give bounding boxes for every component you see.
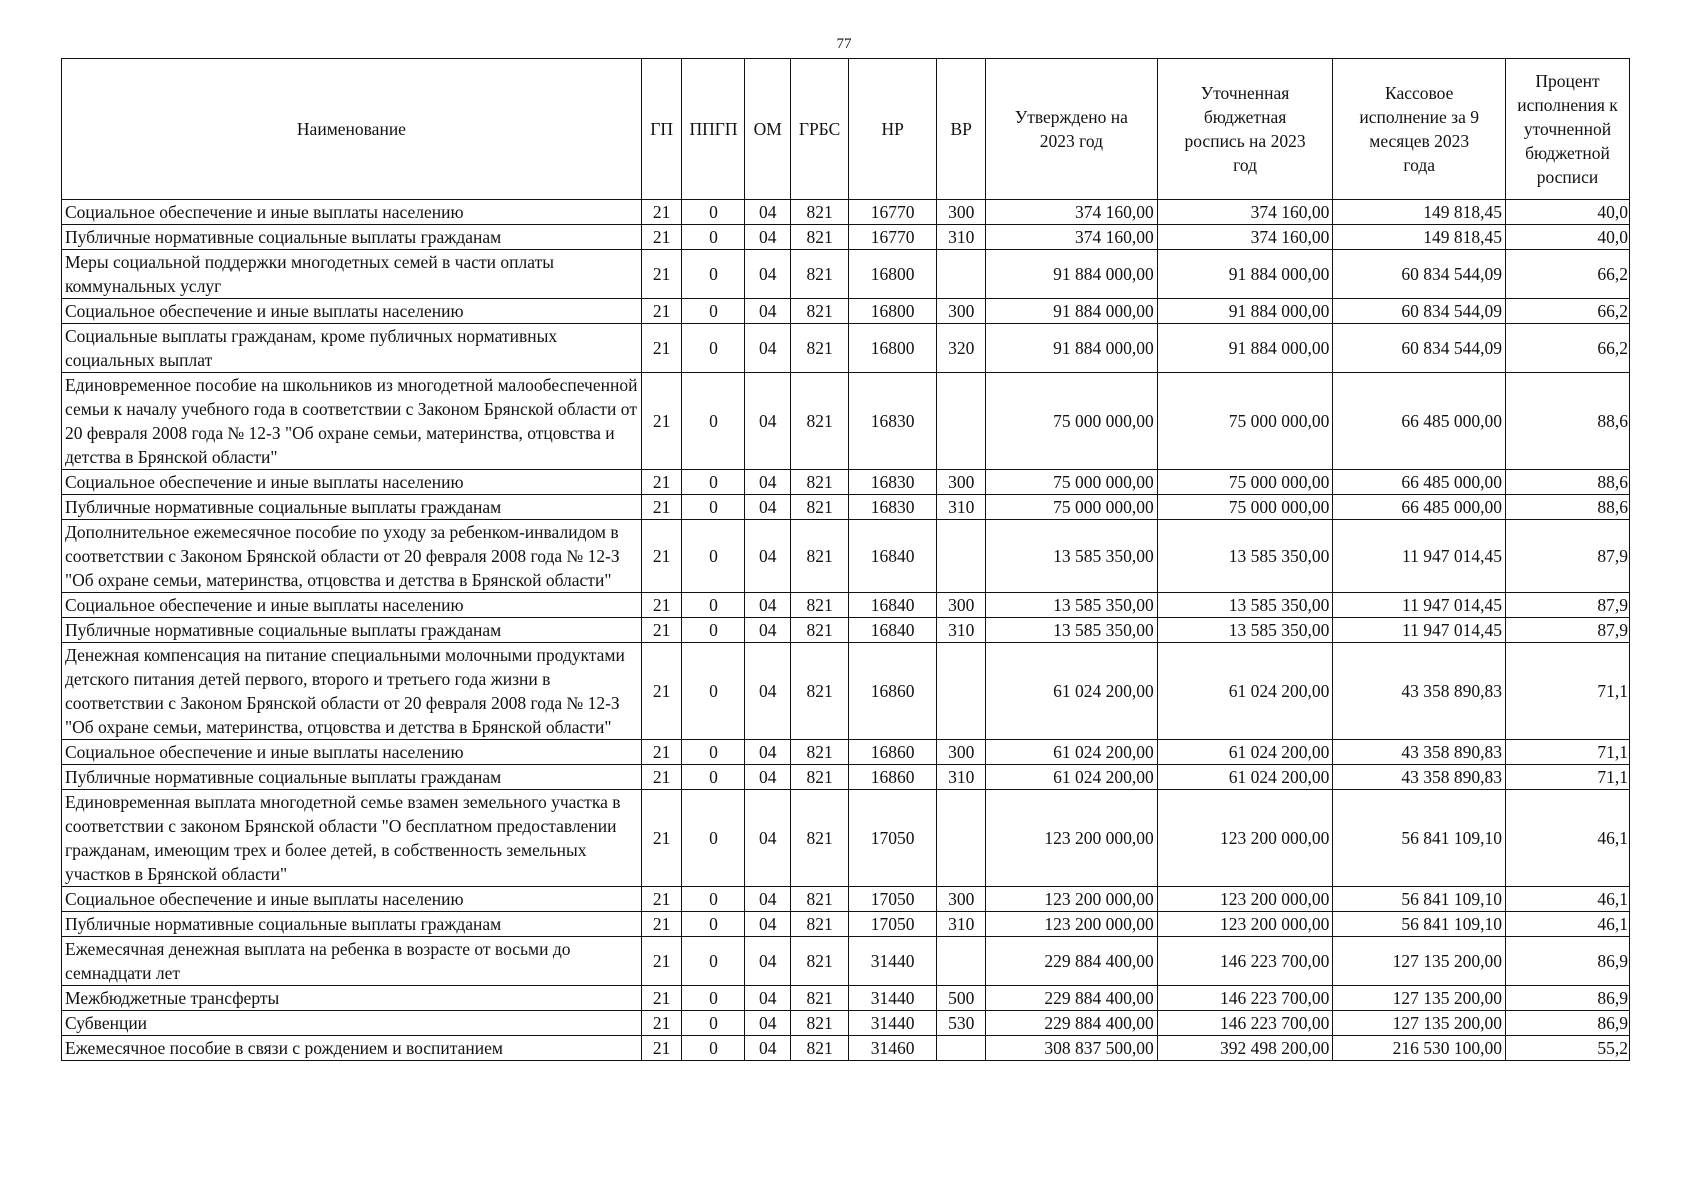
cell-gp: 21 bbox=[641, 1011, 682, 1036]
cell-name: Публичные нормативные социальные выплаты гражданам bbox=[62, 618, 642, 643]
cell-executed: 149 818,45 bbox=[1333, 200, 1506, 225]
header-name: Наименование bbox=[62, 59, 642, 200]
cell-gp: 21 bbox=[641, 1036, 682, 1061]
cell-executed: 60 834 544,09 bbox=[1333, 299, 1506, 324]
cell-name: Субвенции bbox=[62, 1011, 642, 1036]
cell-name: Социальное обеспечение и иные выплаты населению bbox=[62, 470, 642, 495]
cell-grbs: 821 bbox=[791, 200, 849, 225]
table-row bbox=[62, 765, 1630, 790]
cell-gp: 21 bbox=[641, 324, 682, 373]
cell-grbs: 821 bbox=[791, 937, 849, 986]
table-row bbox=[62, 470, 1630, 495]
cell-om: 04 bbox=[745, 250, 791, 299]
cell-om: 04 bbox=[745, 937, 791, 986]
cell-name: Ежемесячное пособие в связи с рождением и воспитанием bbox=[62, 1036, 642, 1061]
cell-ppgp: 0 bbox=[682, 200, 745, 225]
cell-refined: 374 160,00 bbox=[1157, 225, 1333, 250]
cell-gp: 21 bbox=[641, 299, 682, 324]
cell-om: 04 bbox=[745, 373, 791, 470]
cell-approved: 229 884 400,00 bbox=[986, 986, 1158, 1011]
cell-name: Межбюджетные трансферты bbox=[62, 986, 642, 1011]
header-grbs: ГРБС bbox=[791, 59, 849, 200]
cell-approved: 374 160,00 bbox=[986, 225, 1158, 250]
cell-percent: 46,1 bbox=[1506, 912, 1630, 937]
cell-nr: 31460 bbox=[849, 1036, 937, 1061]
cell-percent: 71,1 bbox=[1506, 740, 1630, 765]
cell-ppgp: 0 bbox=[682, 618, 745, 643]
cell-ppgp: 0 bbox=[682, 740, 745, 765]
cell-approved: 91 884 000,00 bbox=[986, 250, 1158, 299]
header-executed: Кассовое исполнение за 9 месяцев 2023 года bbox=[1333, 59, 1506, 200]
cell-nr: 16830 bbox=[849, 470, 937, 495]
cell-executed: 11 947 014,45 bbox=[1333, 520, 1506, 593]
cell-percent: 88,6 bbox=[1506, 495, 1630, 520]
cell-percent: 86,9 bbox=[1506, 1011, 1630, 1036]
cell-percent: 66,2 bbox=[1506, 250, 1630, 299]
cell-refined: 123 200 000,00 bbox=[1157, 790, 1333, 887]
cell-om: 04 bbox=[745, 299, 791, 324]
cell-approved: 308 837 500,00 bbox=[986, 1036, 1158, 1061]
cell-refined: 61 024 200,00 bbox=[1157, 740, 1333, 765]
cell-refined: 75 000 000,00 bbox=[1157, 495, 1333, 520]
cell-gp: 21 bbox=[641, 790, 682, 887]
cell-refined: 61 024 200,00 bbox=[1157, 765, 1333, 790]
table-row bbox=[62, 299, 1630, 324]
cell-vr: 300 bbox=[937, 887, 986, 912]
cell-percent: 66,2 bbox=[1506, 299, 1630, 324]
cell-gp: 21 bbox=[641, 593, 682, 618]
cell-om: 04 bbox=[745, 495, 791, 520]
cell-vr bbox=[937, 520, 986, 593]
cell-ppgp: 0 bbox=[682, 643, 745, 740]
cell-grbs: 821 bbox=[791, 618, 849, 643]
cell-name: Публичные нормативные социальные выплаты гражданам bbox=[62, 495, 642, 520]
cell-ppgp: 0 bbox=[682, 373, 745, 470]
cell-vr: 500 bbox=[937, 986, 986, 1011]
cell-percent: 46,1 bbox=[1506, 887, 1630, 912]
cell-percent: 46,1 bbox=[1506, 790, 1630, 887]
cell-ppgp: 0 bbox=[682, 225, 745, 250]
cell-approved: 374 160,00 bbox=[986, 200, 1158, 225]
cell-name: Публичные нормативные социальные выплаты гражданам bbox=[62, 765, 642, 790]
table-row bbox=[62, 986, 1630, 1011]
table-row bbox=[62, 200, 1630, 225]
cell-ppgp: 0 bbox=[682, 250, 745, 299]
cell-name: Единовременная выплата многодетной семье взамен земельного участка в соответствии с законом Брянской области "О бесплатном предоставлении гражданам, имеющим трех и более детей, в собственность земельных участков в Брянской области" bbox=[62, 790, 642, 887]
cell-executed: 60 834 544,09 bbox=[1333, 250, 1506, 299]
cell-om: 04 bbox=[745, 470, 791, 495]
cell-executed: 56 841 109,10 bbox=[1333, 790, 1506, 887]
header-row bbox=[62, 59, 1630, 200]
cell-name: Социальное обеспечение и иные выплаты населению bbox=[62, 299, 642, 324]
cell-refined: 13 585 350,00 bbox=[1157, 618, 1333, 643]
cell-executed: 66 485 000,00 bbox=[1333, 495, 1506, 520]
cell-grbs: 821 bbox=[791, 225, 849, 250]
cell-grbs: 821 bbox=[791, 765, 849, 790]
cell-approved: 123 200 000,00 bbox=[986, 887, 1158, 912]
cell-vr: 300 bbox=[937, 200, 986, 225]
cell-grbs: 821 bbox=[791, 1036, 849, 1061]
table-body bbox=[62, 200, 1630, 1061]
cell-executed: 11 947 014,45 bbox=[1333, 618, 1506, 643]
cell-name: Социальное обеспечение и иные выплаты населению bbox=[62, 887, 642, 912]
cell-executed: 66 485 000,00 bbox=[1333, 373, 1506, 470]
cell-nr: 17050 bbox=[849, 790, 937, 887]
cell-vr bbox=[937, 790, 986, 887]
cell-om: 04 bbox=[745, 618, 791, 643]
cell-gp: 21 bbox=[641, 225, 682, 250]
cell-nr: 16840 bbox=[849, 520, 937, 593]
cell-refined: 146 223 700,00 bbox=[1157, 1011, 1333, 1036]
cell-nr: 16800 bbox=[849, 250, 937, 299]
cell-executed: 43 358 890,83 bbox=[1333, 643, 1506, 740]
table-row bbox=[62, 740, 1630, 765]
cell-approved: 229 884 400,00 bbox=[986, 937, 1158, 986]
cell-om: 04 bbox=[745, 765, 791, 790]
cell-percent: 55,2 bbox=[1506, 1036, 1630, 1061]
cell-executed: 127 135 200,00 bbox=[1333, 986, 1506, 1011]
cell-om: 04 bbox=[745, 593, 791, 618]
cell-gp: 21 bbox=[641, 520, 682, 593]
cell-approved: 61 024 200,00 bbox=[986, 643, 1158, 740]
cell-grbs: 821 bbox=[791, 373, 849, 470]
cell-grbs: 821 bbox=[791, 593, 849, 618]
cell-gp: 21 bbox=[641, 373, 682, 470]
cell-grbs: 821 bbox=[791, 250, 849, 299]
cell-percent: 40,0 bbox=[1506, 225, 1630, 250]
cell-gp: 21 bbox=[641, 618, 682, 643]
cell-om: 04 bbox=[745, 200, 791, 225]
cell-om: 04 bbox=[745, 986, 791, 1011]
cell-nr: 17050 bbox=[849, 912, 937, 937]
cell-executed: 56 841 109,10 bbox=[1333, 887, 1506, 912]
cell-percent: 87,9 bbox=[1506, 618, 1630, 643]
cell-nr: 31440 bbox=[849, 1011, 937, 1036]
cell-grbs: 821 bbox=[791, 986, 849, 1011]
cell-grbs: 821 bbox=[791, 520, 849, 593]
cell-approved: 229 884 400,00 bbox=[986, 1011, 1158, 1036]
table-row bbox=[62, 887, 1630, 912]
table-row bbox=[62, 643, 1630, 740]
cell-percent: 66,2 bbox=[1506, 324, 1630, 373]
table-row bbox=[62, 324, 1630, 373]
header-refined: Уточненная бюджетная роспись на 2023 год bbox=[1157, 59, 1333, 200]
cell-vr: 310 bbox=[937, 912, 986, 937]
cell-gp: 21 bbox=[641, 912, 682, 937]
cell-nr: 31440 bbox=[849, 937, 937, 986]
header-ppgp: ППГП bbox=[682, 59, 745, 200]
cell-grbs: 821 bbox=[791, 1011, 849, 1036]
cell-nr: 17050 bbox=[849, 887, 937, 912]
cell-approved: 75 000 000,00 bbox=[986, 495, 1158, 520]
cell-vr: 310 bbox=[937, 618, 986, 643]
cell-nr: 16830 bbox=[849, 373, 937, 470]
cell-executed: 66 485 000,00 bbox=[1333, 470, 1506, 495]
cell-om: 04 bbox=[745, 520, 791, 593]
cell-name: Публичные нормативные социальные выплаты гражданам bbox=[62, 912, 642, 937]
cell-om: 04 bbox=[745, 1011, 791, 1036]
cell-approved: 91 884 000,00 bbox=[986, 324, 1158, 373]
table-row bbox=[62, 593, 1630, 618]
cell-executed: 43 358 890,83 bbox=[1333, 740, 1506, 765]
header-approved: Утверждено на 2023 год bbox=[986, 59, 1158, 200]
cell-percent: 88,6 bbox=[1506, 373, 1630, 470]
cell-om: 04 bbox=[745, 324, 791, 373]
cell-om: 04 bbox=[745, 225, 791, 250]
cell-refined: 75 000 000,00 bbox=[1157, 373, 1333, 470]
cell-grbs: 821 bbox=[791, 887, 849, 912]
table-row bbox=[62, 373, 1630, 470]
cell-gp: 21 bbox=[641, 740, 682, 765]
cell-approved: 75 000 000,00 bbox=[986, 373, 1158, 470]
cell-vr: 530 bbox=[937, 1011, 986, 1036]
table-row bbox=[62, 495, 1630, 520]
cell-refined: 123 200 000,00 bbox=[1157, 887, 1333, 912]
cell-vr: 310 bbox=[937, 495, 986, 520]
cell-name: Социальное обеспечение и иные выплаты населению bbox=[62, 740, 642, 765]
cell-name: Дополнительное ежемесячное пособие по уходу за ребенком-инвалидом в соответствии с Законом Брянской области от 20 февраля 2008 года № 12-З "Об охране семьи, материнства, отцовства и детства в Брянской области" bbox=[62, 520, 642, 593]
cell-gp: 21 bbox=[641, 495, 682, 520]
cell-om: 04 bbox=[745, 887, 791, 912]
cell-gp: 21 bbox=[641, 200, 682, 225]
cell-vr: 300 bbox=[937, 740, 986, 765]
cell-refined: 146 223 700,00 bbox=[1157, 986, 1333, 1011]
cell-approved: 13 585 350,00 bbox=[986, 593, 1158, 618]
table-row bbox=[62, 225, 1630, 250]
cell-name: Публичные нормативные социальные выплаты гражданам bbox=[62, 225, 642, 250]
table-row bbox=[62, 250, 1630, 299]
cell-executed: 43 358 890,83 bbox=[1333, 765, 1506, 790]
cell-approved: 61 024 200,00 bbox=[986, 740, 1158, 765]
cell-percent: 87,9 bbox=[1506, 520, 1630, 593]
cell-executed: 216 530 100,00 bbox=[1333, 1036, 1506, 1061]
cell-executed: 127 135 200,00 bbox=[1333, 1011, 1506, 1036]
page-number: 77 bbox=[836, 36, 852, 52]
cell-nr: 16770 bbox=[849, 200, 937, 225]
table-header bbox=[62, 59, 1630, 200]
table-row bbox=[62, 1011, 1630, 1036]
header-vr: ВР bbox=[937, 59, 986, 200]
cell-grbs: 821 bbox=[791, 299, 849, 324]
cell-nr: 31440 bbox=[849, 986, 937, 1011]
cell-vr: 300 bbox=[937, 593, 986, 618]
table-row bbox=[62, 790, 1630, 887]
cell-om: 04 bbox=[745, 643, 791, 740]
cell-refined: 75 000 000,00 bbox=[1157, 470, 1333, 495]
cell-grbs: 821 bbox=[791, 643, 849, 740]
cell-percent: 86,9 bbox=[1506, 986, 1630, 1011]
cell-refined: 392 498 200,00 bbox=[1157, 1036, 1333, 1061]
cell-gp: 21 bbox=[641, 643, 682, 740]
cell-refined: 61 024 200,00 bbox=[1157, 643, 1333, 740]
cell-nr: 16800 bbox=[849, 324, 937, 373]
cell-nr: 16840 bbox=[849, 593, 937, 618]
cell-grbs: 821 bbox=[791, 470, 849, 495]
cell-name: Социальное обеспечение и иные выплаты населению bbox=[62, 200, 642, 225]
cell-ppgp: 0 bbox=[682, 937, 745, 986]
cell-vr bbox=[937, 1036, 986, 1061]
header-gp: ГП bbox=[641, 59, 682, 200]
cell-percent: 71,1 bbox=[1506, 643, 1630, 740]
cell-executed: 56 841 109,10 bbox=[1333, 912, 1506, 937]
cell-refined: 91 884 000,00 bbox=[1157, 299, 1333, 324]
cell-approved: 13 585 350,00 bbox=[986, 618, 1158, 643]
cell-om: 04 bbox=[745, 740, 791, 765]
cell-name: Меры социальной поддержки многодетных семей в части оплаты коммунальных услуг bbox=[62, 250, 642, 299]
cell-ppgp: 0 bbox=[682, 520, 745, 593]
cell-gp: 21 bbox=[641, 986, 682, 1011]
cell-om: 04 bbox=[745, 790, 791, 887]
cell-grbs: 821 bbox=[791, 912, 849, 937]
cell-vr: 310 bbox=[937, 225, 986, 250]
cell-executed: 60 834 544,09 bbox=[1333, 324, 1506, 373]
cell-vr bbox=[937, 937, 986, 986]
cell-ppgp: 0 bbox=[682, 887, 745, 912]
cell-refined: 91 884 000,00 bbox=[1157, 250, 1333, 299]
cell-ppgp: 0 bbox=[682, 299, 745, 324]
cell-refined: 123 200 000,00 bbox=[1157, 912, 1333, 937]
cell-approved: 61 024 200,00 bbox=[986, 765, 1158, 790]
cell-grbs: 821 bbox=[791, 324, 849, 373]
cell-percent: 71,1 bbox=[1506, 765, 1630, 790]
cell-grbs: 821 bbox=[791, 495, 849, 520]
cell-vr: 320 bbox=[937, 324, 986, 373]
cell-gp: 21 bbox=[641, 937, 682, 986]
cell-executed: 127 135 200,00 bbox=[1333, 937, 1506, 986]
cell-ppgp: 0 bbox=[682, 986, 745, 1011]
cell-executed: 149 818,45 bbox=[1333, 225, 1506, 250]
cell-ppgp: 0 bbox=[682, 470, 745, 495]
cell-ppgp: 0 bbox=[682, 1011, 745, 1036]
cell-gp: 21 bbox=[641, 470, 682, 495]
table-row bbox=[62, 520, 1630, 593]
cell-name: Социальные выплаты гражданам, кроме публичных нормативных социальных выплат bbox=[62, 324, 642, 373]
cell-ppgp: 0 bbox=[682, 593, 745, 618]
cell-refined: 91 884 000,00 bbox=[1157, 324, 1333, 373]
cell-vr bbox=[937, 250, 986, 299]
cell-nr: 16770 bbox=[849, 225, 937, 250]
cell-approved: 13 585 350,00 bbox=[986, 520, 1158, 593]
cell-gp: 21 bbox=[641, 250, 682, 299]
cell-ppgp: 0 bbox=[682, 765, 745, 790]
table-row bbox=[62, 912, 1630, 937]
header-percent: Процент исполнения к уточненной бюджетной росписи bbox=[1506, 59, 1630, 200]
cell-nr: 16830 bbox=[849, 495, 937, 520]
cell-name: Единовременное пособие на школьников из многодетной малообеспеченной семьи к началу учебного года в соответствии с Законом Брянской области от 20 февраля 2008 года № 12-З "Об охране семьи, материнства, отцовства и детства в Брянской области" bbox=[62, 373, 642, 470]
cell-nr: 16840 bbox=[849, 618, 937, 643]
cell-ppgp: 0 bbox=[682, 324, 745, 373]
cell-vr bbox=[937, 643, 986, 740]
table-row bbox=[62, 1036, 1630, 1061]
cell-refined: 374 160,00 bbox=[1157, 200, 1333, 225]
cell-refined: 13 585 350,00 bbox=[1157, 593, 1333, 618]
header-om: ОМ bbox=[745, 59, 791, 200]
cell-grbs: 821 bbox=[791, 740, 849, 765]
cell-name: Денежная компенсация на питание специальными молочными продуктами детского питания детей первого, второго и третьего года жизни в соответствии с Законом Брянской области от 20 февраля 2008 года № 12-З "Об охране семьи, материнства, отцовства и детства в Брянской области" bbox=[62, 643, 642, 740]
cell-ppgp: 0 bbox=[682, 912, 745, 937]
cell-approved: 91 884 000,00 bbox=[986, 299, 1158, 324]
cell-name: Социальное обеспечение и иные выплаты населению bbox=[62, 593, 642, 618]
table-row bbox=[62, 937, 1630, 986]
cell-nr: 16860 bbox=[849, 765, 937, 790]
cell-om: 04 bbox=[745, 1036, 791, 1061]
cell-nr: 16860 bbox=[849, 643, 937, 740]
cell-vr: 300 bbox=[937, 299, 986, 324]
cell-ppgp: 0 bbox=[682, 1036, 745, 1061]
cell-vr: 300 bbox=[937, 470, 986, 495]
cell-approved: 75 000 000,00 bbox=[986, 470, 1158, 495]
cell-refined: 146 223 700,00 bbox=[1157, 937, 1333, 986]
cell-approved: 123 200 000,00 bbox=[986, 790, 1158, 887]
cell-vr: 310 bbox=[937, 765, 986, 790]
cell-percent: 86,9 bbox=[1506, 937, 1630, 986]
cell-om: 04 bbox=[745, 912, 791, 937]
table-row bbox=[62, 618, 1630, 643]
cell-ppgp: 0 bbox=[682, 495, 745, 520]
cell-ppgp: 0 bbox=[682, 790, 745, 887]
cell-approved: 123 200 000,00 bbox=[986, 912, 1158, 937]
budget-table bbox=[61, 58, 1630, 1061]
cell-gp: 21 bbox=[641, 765, 682, 790]
cell-gp: 21 bbox=[641, 887, 682, 912]
cell-nr: 16800 bbox=[849, 299, 937, 324]
cell-percent: 40,0 bbox=[1506, 200, 1630, 225]
cell-vr bbox=[937, 373, 986, 470]
cell-percent: 87,9 bbox=[1506, 593, 1630, 618]
cell-name: Ежемесячная денежная выплата на ребенка в возрасте от восьми до семнадцати лет bbox=[62, 937, 642, 986]
cell-refined: 13 585 350,00 bbox=[1157, 520, 1333, 593]
cell-executed: 11 947 014,45 bbox=[1333, 593, 1506, 618]
cell-grbs: 821 bbox=[791, 790, 849, 887]
header-nr: НР bbox=[849, 59, 937, 200]
cell-nr: 16860 bbox=[849, 740, 937, 765]
cell-percent: 88,6 bbox=[1506, 470, 1630, 495]
